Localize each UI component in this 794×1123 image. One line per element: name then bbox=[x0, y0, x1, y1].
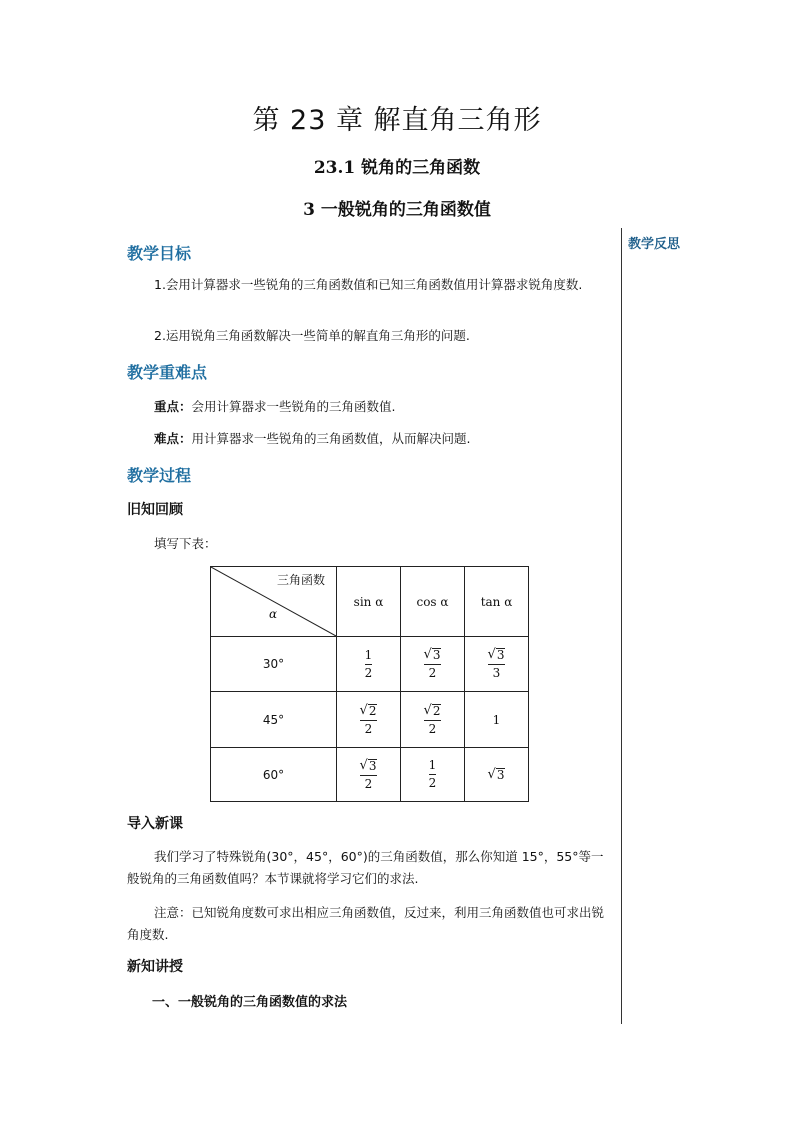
goal-item-2: 2.运用锐角三角函数解决一些简单的解直角三角形的问题. bbox=[154, 328, 470, 343]
cos-45: √ 2 2 bbox=[423, 702, 441, 736]
section-title: 23.1 锐角的三角函数 bbox=[313, 158, 481, 178]
row-angle-45: 45° bbox=[262, 712, 285, 727]
difficult-label: 难点： bbox=[154, 431, 192, 446]
corner-bottom-label: α bbox=[268, 607, 278, 621]
difficult-point bbox=[127, 428, 615, 450]
intro-paragraph-2: 注意：已知锐角度数可求出相应三角函数值，反过来，利用三角函数值也可求出锐角度数. bbox=[127, 905, 605, 942]
process-heading: 教学过程 bbox=[127, 466, 192, 485]
sin-30: $\frac{1}{2}$ bbox=[364, 647, 373, 680]
intro-paragraph-1: 我们学习了特殊锐角(30°，45°，60°)的三角函数值，那么你知道 15°，55°等一般锐角的三角函数值吗？本节课就将学习它们的求法. bbox=[127, 849, 604, 886]
goals-heading: 教学目标 bbox=[127, 244, 192, 263]
tan-45: 1 bbox=[492, 712, 501, 727]
sidebar-divider bbox=[621, 228, 622, 1024]
sin-60: √ 3 2 bbox=[359, 757, 377, 791]
new-lesson-part-1: 一、一般锐角的三角函数值的求法 bbox=[152, 995, 348, 1010]
intro-heading: 导入新课 bbox=[127, 816, 183, 832]
key-text: 会用计算器求一些锐角的三角函数值. bbox=[191, 399, 396, 414]
trig-table bbox=[210, 566, 529, 802]
col-header-tan: tan α bbox=[480, 594, 513, 609]
review-heading: 旧知回顾 bbox=[127, 502, 183, 518]
key-label: 重点： bbox=[154, 399, 192, 414]
sin-45: √ 2 2 bbox=[359, 702, 377, 736]
difficult-text: 用计算器求一些锐角的三角函数值，从而解决问题. bbox=[191, 431, 471, 446]
goal-item-1: 1.会用计算器求一些锐角的三角函数值和已知三角函数值用计算器求锐角度数. bbox=[154, 277, 583, 292]
row-angle-60: 60° bbox=[262, 767, 285, 782]
row-angle-30: 30° bbox=[262, 657, 285, 671]
col-header-sin: sin α bbox=[353, 594, 384, 609]
cos-60: $\frac{1}{2}$ bbox=[428, 758, 437, 790]
tan-30: √ 3 3 bbox=[487, 647, 505, 681]
key-points-heading: 教学重难点 bbox=[127, 363, 208, 382]
col-header-cos: cos α bbox=[416, 594, 449, 609]
chapter-title: 第 23 章 解直角三角形 bbox=[252, 105, 542, 136]
subsection-title: 3 一般锐角的三角函数值 bbox=[303, 200, 491, 220]
new-lesson-heading: 新知讲授 bbox=[127, 959, 183, 975]
tan-60: √ 3 bbox=[487, 767, 505, 783]
cos-30: √ 3 2 bbox=[423, 647, 441, 681]
fill-instruction: 填写下表： bbox=[154, 536, 217, 551]
key-point bbox=[127, 396, 615, 418]
corner-top-label: 三角函数 bbox=[276, 572, 325, 587]
reflection-label: 教学反思 bbox=[628, 237, 681, 252]
